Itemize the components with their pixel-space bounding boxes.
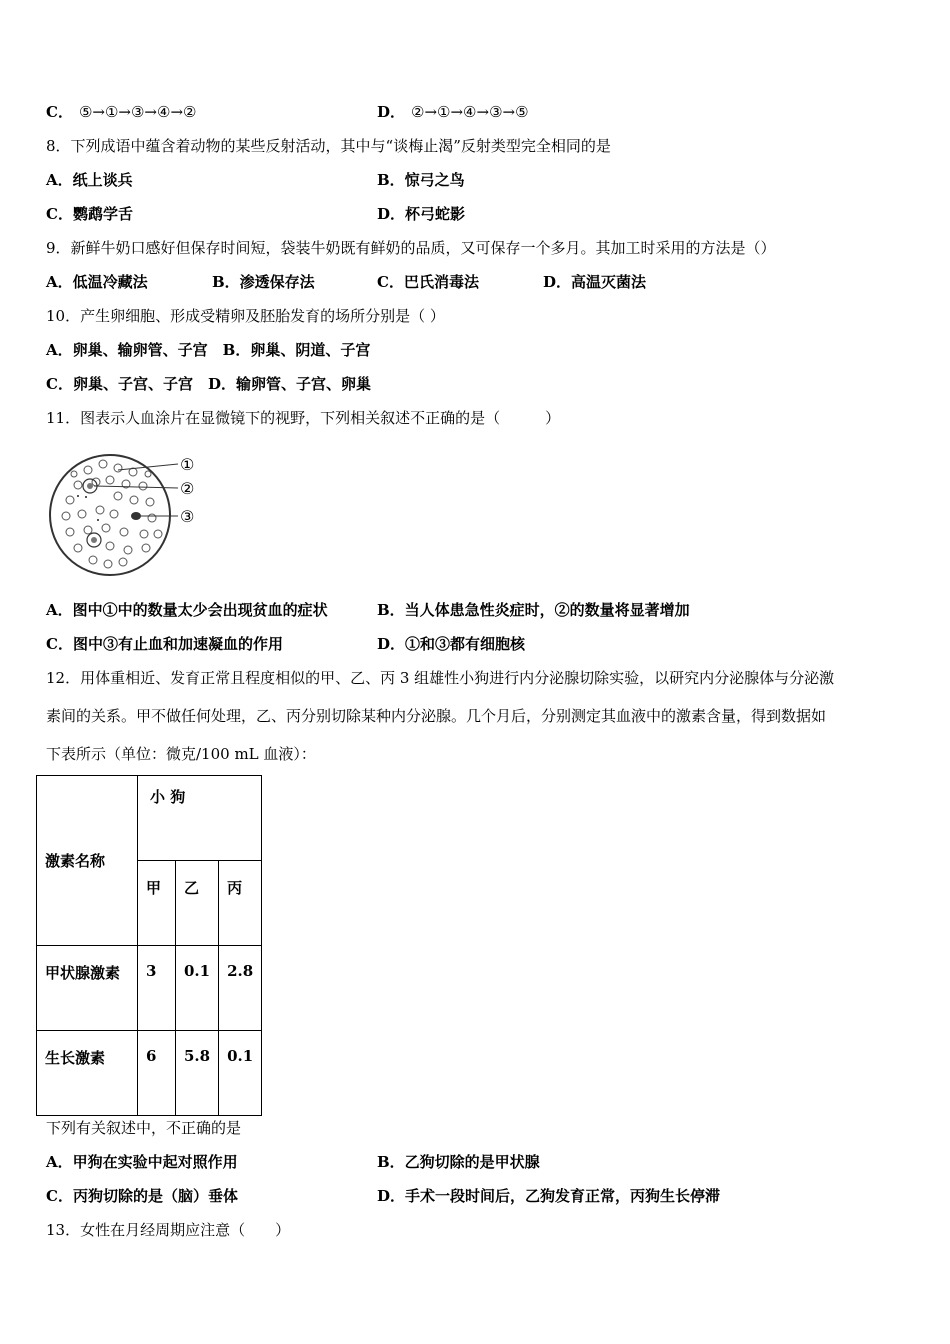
blood-smear-figure: [48, 450, 218, 580]
q12-option-b: B．乙狗切除的是甲状腺: [377, 1153, 540, 1171]
q9-option-a: A．低温冷藏法: [46, 273, 148, 291]
q11-option-d: D．①和③都有细胞核: [377, 635, 526, 653]
q12-option-c: C．丙狗切除的是（脑）垂体: [46, 1187, 238, 1205]
q13-stem: 13．女性在月经周期应注意（ ）: [46, 1221, 291, 1239]
q9-option-b: B．渗透保存法: [212, 273, 315, 291]
table-cell: 5.8: [176, 1031, 219, 1116]
q11-stem: 11．图表示人血涂片在显微镜下的视野，下列相关叙述不正确的是（ ）: [46, 409, 561, 427]
figure-label-2: ②: [180, 479, 195, 498]
q7-option-c-label: C．: [46, 103, 73, 121]
q8-option-a: A．纸上谈兵: [46, 171, 133, 189]
table-header-name: 激素名称: [37, 776, 138, 946]
table-row-name: 生长激素: [37, 1031, 138, 1116]
q12-stem-line2: 素间的关系。甲不做任何处理，乙、丙分别切除某种内分泌腺。几个月后，分别测定其血液中的激素含量，得到数据如: [46, 707, 827, 725]
table-cell: 0.1: [176, 946, 219, 1031]
table-cell: 6: [138, 1031, 176, 1116]
q10-stem: 10．产生卵细胞、形成受精卵及胚胎发育的场所分别是（ ）: [46, 307, 445, 325]
table-cell: 2.8: [219, 946, 262, 1031]
q10-options-cd: C．卵巢、子宫、子宫 D．输卵管、子宫、卵巢: [46, 375, 371, 393]
q7-option-c: [46, 102, 196, 122]
q9-option-c: C．巴氏消毒法: [377, 273, 479, 291]
q8-option-d: D．杯弓蛇影: [377, 205, 466, 223]
q11-option-c: C．图中③有止血和加速凝血的作用: [46, 635, 283, 653]
hormone-table: [36, 775, 262, 1116]
q8-option-c: C．鹦鹉学舌: [46, 205, 133, 223]
table-row: [37, 1031, 262, 1116]
platelet: [131, 512, 141, 520]
figure-label-1: ①: [180, 455, 195, 474]
q11-option-b: B．当人体患急性炎症时，②的数量将显著增加: [377, 601, 690, 619]
table-cell: 3: [138, 946, 176, 1031]
q7-option-d-text: ②→①→④→③→⑤: [411, 103, 529, 121]
q9-stem: 9．新鲜牛奶口感好但保存时间短，袋装牛奶既有鲜奶的品质，又可保存一个多月。其加工时采用的方法是（）: [46, 239, 776, 257]
q9-option-d: D．高温灭菌法: [543, 273, 647, 291]
q8-option-b: B．惊弓之鸟: [377, 171, 465, 189]
q7-option-d: [377, 102, 529, 122]
q12-stem-line3: 下表所示（单位：微克/100 mL 血液）：: [46, 745, 316, 763]
q10-options-ab: A．卵巢、输卵管、子宫 B．卵巢、阴道、子宫: [46, 341, 371, 359]
table-cell: 0.1: [219, 1031, 262, 1116]
table-col-yi: 乙: [176, 861, 219, 946]
q12-after-table: 下列有关叙述中，不正确的是: [46, 1119, 242, 1137]
table-col-bing: 丙: [219, 861, 262, 946]
table-header-group: 小 狗: [138, 776, 262, 861]
q12-option-a: A．甲狗在实验中起对照作用: [46, 1153, 238, 1171]
table-col-jia: 甲: [138, 861, 176, 946]
q7-option-c-text: ⑤→①→③→④→②: [78, 103, 197, 121]
q8-stem: 8．下列成语中蕴含着动物的某些反射活动，其中与“谈梅止渴”反射类型完全相同的是: [46, 137, 611, 155]
table-row: [37, 946, 262, 1031]
q12-stem-line1: 12．用体重相近、发育正常且程度相似的甲、乙、丙 3 组雄性小狗进行内分泌腺切除实验，以研究内分泌腺体与分泌激: [46, 669, 835, 687]
q11-option-a: A．图中①中的数量太少会出现贫血的症状: [46, 601, 328, 619]
q12-option-d: D．手术一段时间后，乙狗发育正常，丙狗生长停滞: [377, 1187, 721, 1205]
table-row-name: 甲状腺激素: [37, 946, 138, 1031]
q7-option-d-label: D．: [377, 103, 406, 121]
figure-label-3: ③: [180, 507, 195, 526]
